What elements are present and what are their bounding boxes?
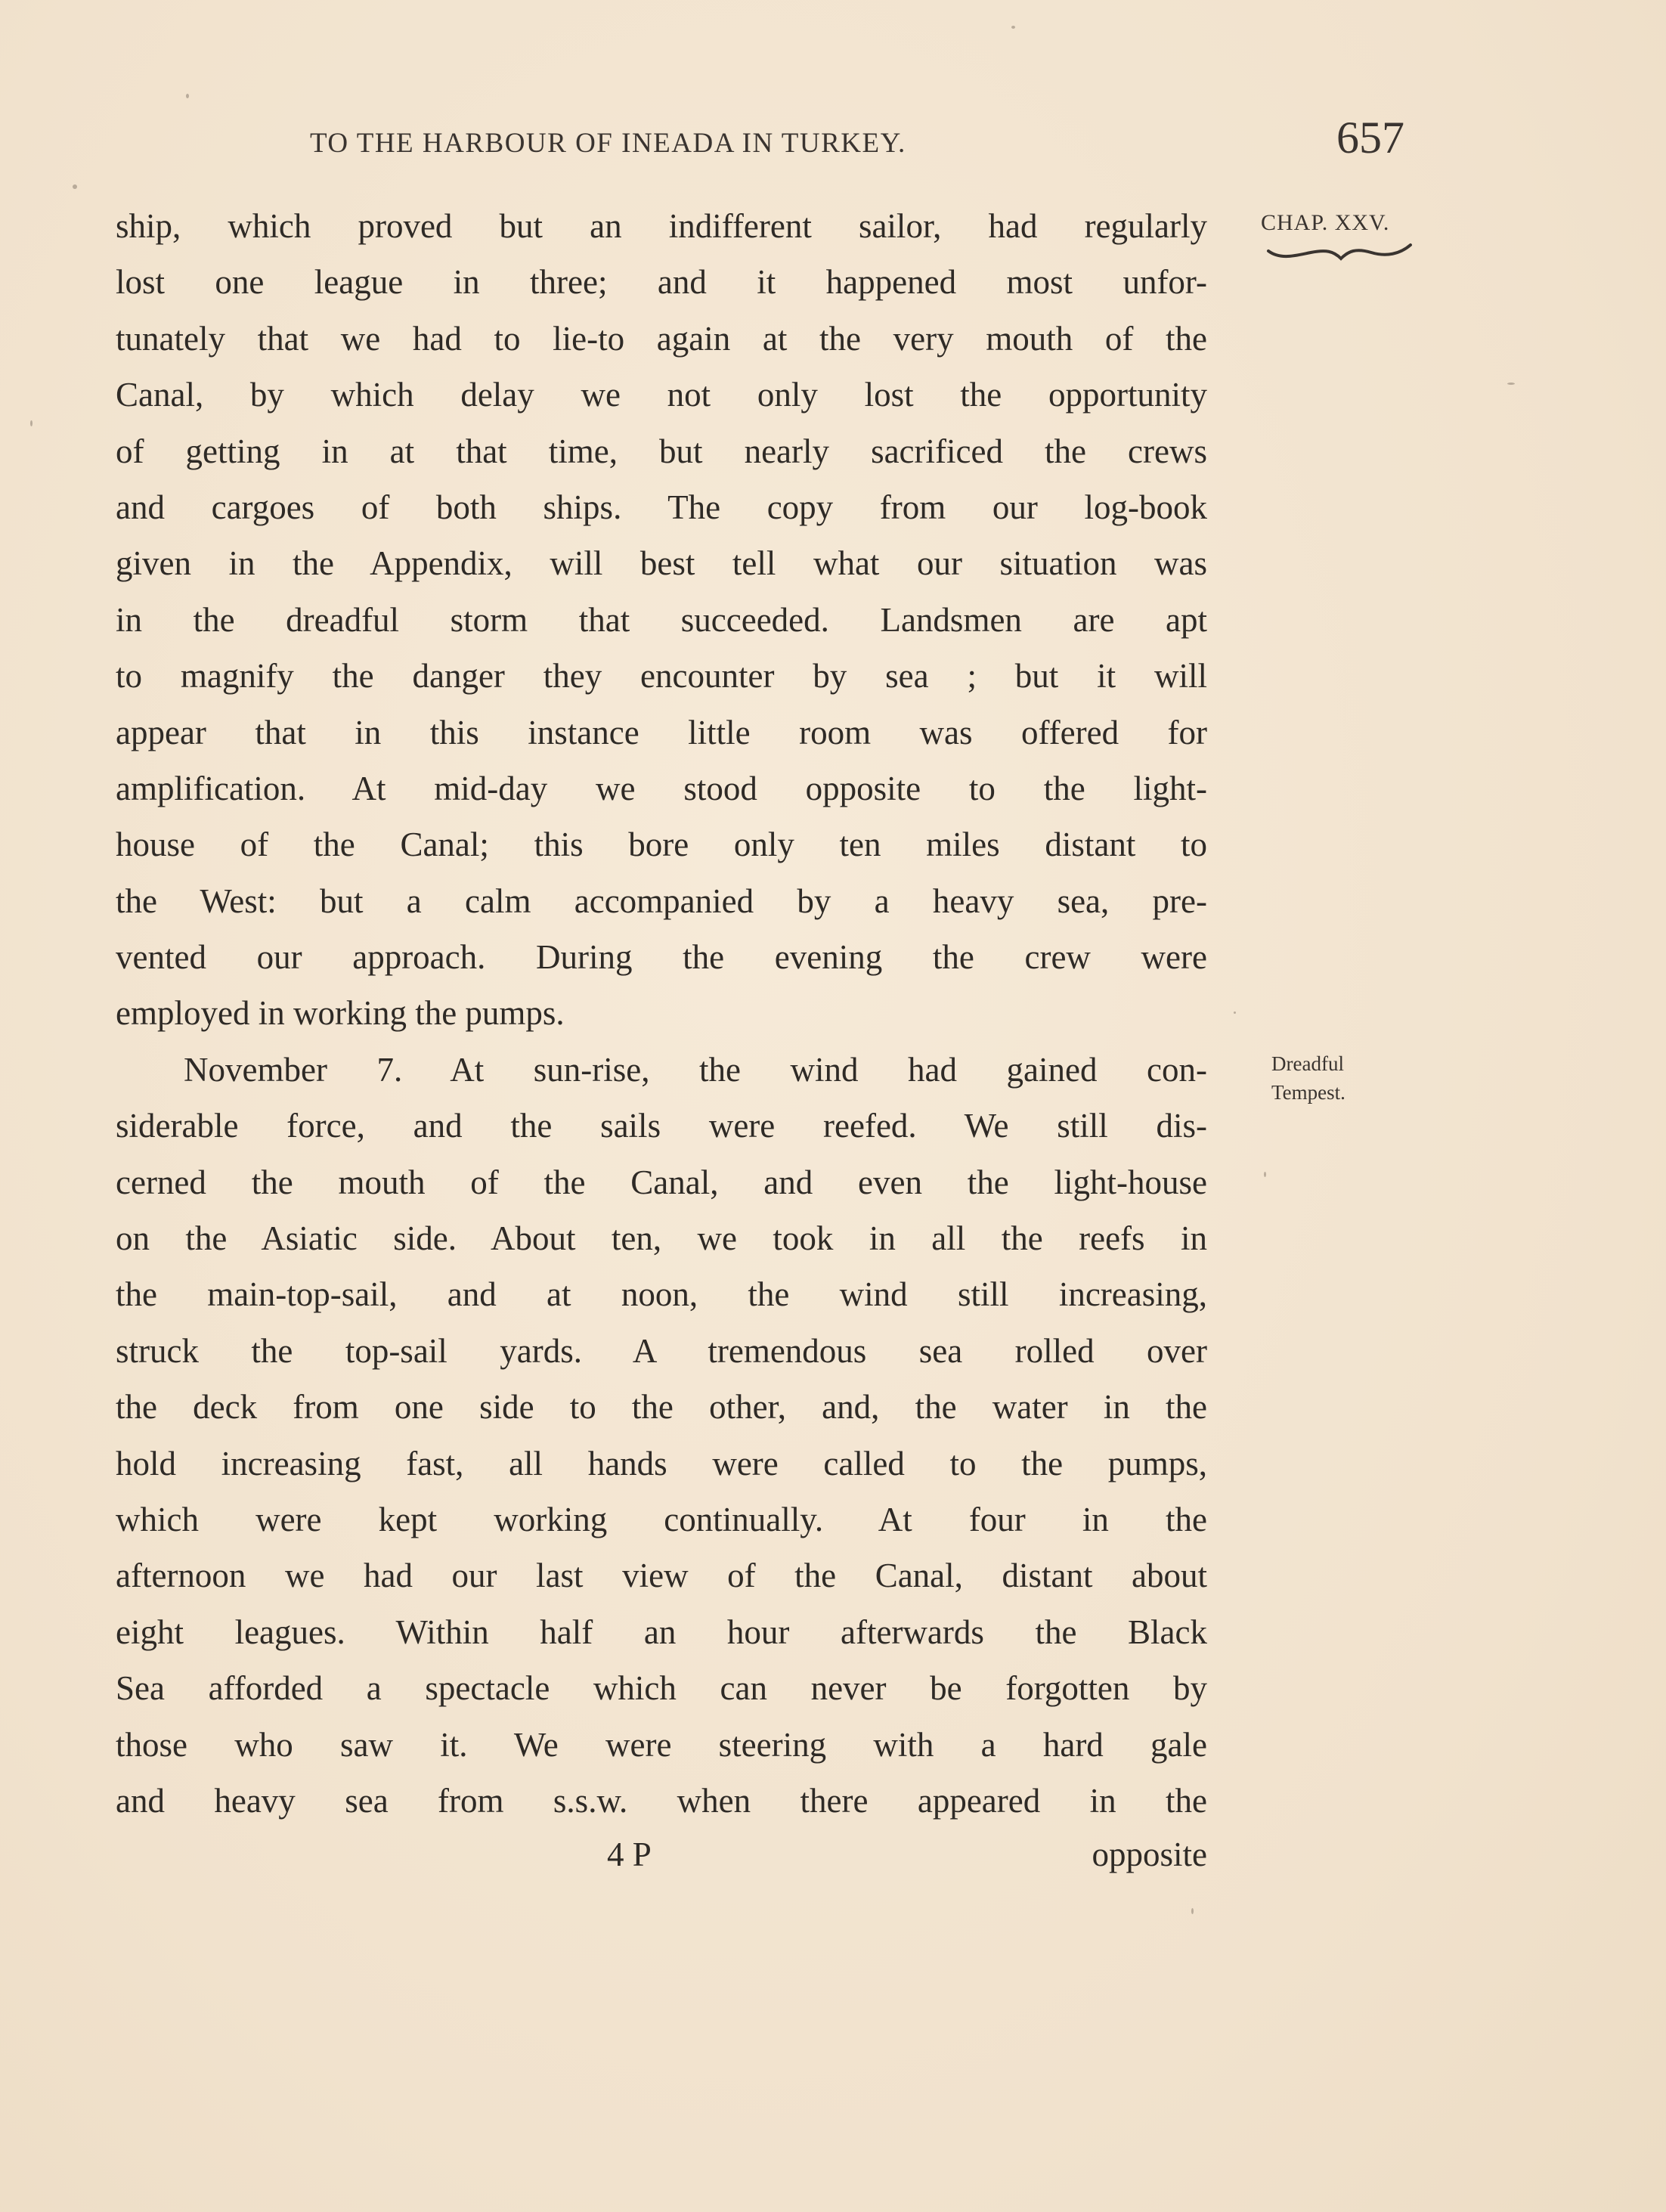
text-line: eight leagues. Within half an hour afterwards the Black (116, 1613, 1207, 1651)
text-line: amplification. At mid-day we stood opposite to the light- (116, 769, 1207, 807)
text-line: the deck from one side to the other, and, the water in the (116, 1388, 1207, 1427)
catchword: opposite (1092, 1836, 1207, 1873)
text-line: in the dreadful storm that succeeded. Landsmen are apt (116, 600, 1207, 639)
page-footer (116, 1826, 1207, 1882)
chapter-marker: CHAP. XXV. (1261, 210, 1390, 235)
text-line: lost one league in three; and it happened most unfor- (116, 263, 1207, 302)
text-line: house of the Canal; this bore only ten miles distant to (116, 826, 1207, 864)
text-line: and heavy sea from s.s.w. when there appeared in the (116, 1781, 1207, 1820)
marginal-note-line: Tempest. (1271, 1081, 1345, 1104)
text-line: afternoon we had our last view of the Canal, distant about (116, 1557, 1207, 1595)
text-line: tunately that we had to lie-to again at the very mouth of the (116, 319, 1207, 358)
text-line: those who saw it. We were steering with a hard gale (116, 1725, 1207, 1764)
text-line: hold increasing fast, all hands were called to the pumps, (116, 1444, 1207, 1482)
text-line: and cargoes of both ships. The copy from our log-book (116, 488, 1207, 526)
text-line: cerned the mouth of the Canal, and even the light-house (116, 1163, 1207, 1201)
text-line: the West: but a calm accompanied by a heavy sea, pre- (116, 881, 1207, 920)
brace-flourish-icon (1265, 240, 1414, 266)
paper-speck (1234, 1012, 1236, 1014)
paper-speck (73, 184, 77, 189)
text-line: siderable force, and the sails were reefed. We still dis- (116, 1107, 1207, 1145)
paper-speck (1507, 383, 1515, 385)
marginal-note (1271, 1049, 1345, 1107)
text-line: ship, which proved but an indifferent sailor, had regularly (116, 207, 1207, 245)
text-line: Sea afforded a spectacle which can never be forgotten by (116, 1669, 1207, 1708)
text-line: employed in working the pumps. (116, 994, 565, 1033)
signature-mark: 4 P (607, 1836, 652, 1873)
text-line: the main-top-sail, and at noon, the wind still increasing, (116, 1275, 1207, 1314)
page-number: 657 (1336, 113, 1404, 163)
text-line: Canal, by which delay we not only lost the opportunity (116, 376, 1207, 414)
text-line: of getting in at that time, but nearly sacrificed the crews (116, 432, 1207, 470)
running-head: TO THE HARBOUR OF INEADA IN TURKEY. (310, 128, 906, 159)
marginal-note-line: Dreadful (1271, 1052, 1344, 1075)
body-text (116, 198, 1207, 1829)
paper-speck (1191, 1908, 1194, 1914)
text-line: given in the Appendix, will best tell what our situation was (116, 544, 1207, 583)
text-line: which were kept working continually. At four in the (116, 1500, 1207, 1538)
text-line: to magnify the danger they encounter by sea ; but it will (116, 657, 1207, 696)
paper-speck (30, 420, 33, 426)
paper-speck (1011, 26, 1015, 29)
paper-speck (1264, 1172, 1266, 1177)
text-line: November 7. At sun-rise, the wind had gained con- (184, 1050, 1207, 1089)
paper-speck (186, 94, 189, 98)
text-line: struck the top-sail yards. A tremendous sea rolled over (116, 1331, 1207, 1370)
text-line: on the Asiatic side. About ten, we took in all the reefs in (116, 1219, 1207, 1258)
text-line: appear that in this instance little room was offered for (116, 713, 1207, 751)
text-line: vented our approach. During the evening the crew were (116, 938, 1207, 977)
